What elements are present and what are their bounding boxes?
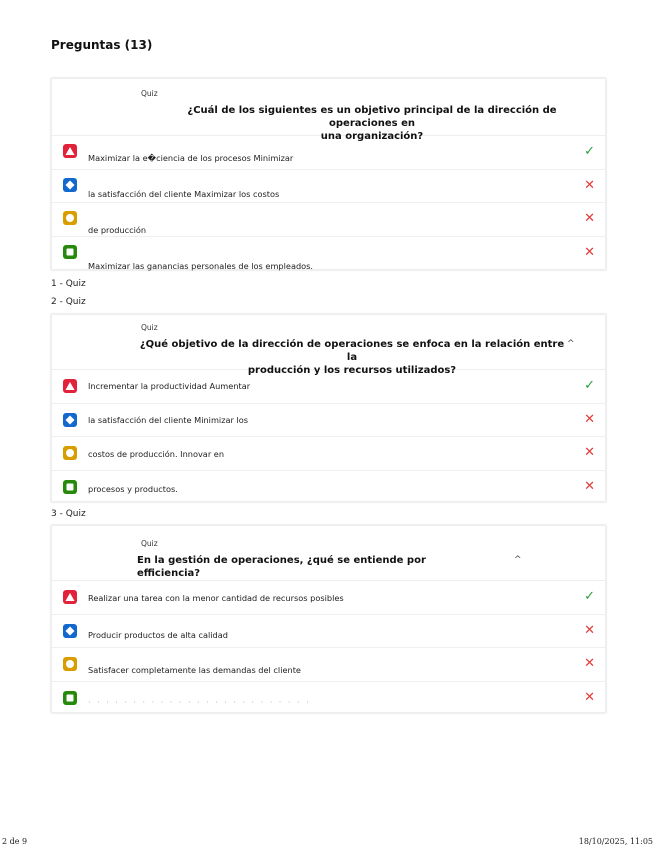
answer-text: la satisfacción del cliente Maximizar los costos — [88, 188, 280, 199]
question-line-2: una organización? — [320, 131, 424, 142]
answer-text: procesos y productos. — [88, 483, 178, 494]
answer-row — [52, 169, 605, 203]
answer-row — [52, 370, 605, 403]
triangle-icon — [63, 590, 77, 604]
page-number: 2 de 9 — [2, 837, 28, 846]
cut-off-text: · · · · · · · · · · · · · · · · · · · · · · · · · — [88, 697, 311, 707]
print-datetime: 18/10/2025, 11:05 — [578, 837, 653, 846]
question-card-1 — [51, 78, 606, 270]
question-line-1: ¿Qué objetivo de la dirección de operaciones se enfoca en la relación entre la — [139, 339, 565, 363]
answer-row — [52, 236, 605, 270]
diamond-icon — [63, 624, 77, 638]
answer-list — [52, 370, 605, 503]
answer-text: Incrementar la productividad Aumentar — [88, 381, 251, 391]
question-header — [52, 526, 605, 581]
circle-icon — [63, 211, 77, 225]
circle-icon — [63, 446, 77, 460]
cross-icon: ✕ — [584, 244, 595, 260]
triangle-icon — [63, 379, 77, 393]
question-text — [137, 554, 467, 580]
check-icon: ✓ — [584, 589, 595, 604]
answer-row — [52, 403, 605, 437]
question-header — [52, 315, 605, 376]
answer-row — [52, 681, 605, 715]
question-header — [52, 79, 605, 142]
diamond-icon — [63, 413, 77, 427]
cross-icon: ✕ — [584, 177, 595, 193]
answer-text: la satisfacción del cliente Minimizar los — [88, 414, 249, 425]
check-icon: ✓ — [584, 144, 595, 159]
question-line-1: ¿Cuál de los siguientes es un objetivo principal de la dirección de operaciones en — [187, 105, 557, 129]
answer-text: Producir productos de alta calidad — [88, 629, 228, 640]
diamond-icon — [63, 178, 77, 192]
cross-icon: ✕ — [584, 656, 595, 671]
question-card-3 — [51, 525, 606, 713]
cross-icon: ✕ — [584, 445, 595, 460]
answer-row — [52, 136, 605, 169]
cross-icon: ✕ — [584, 211, 595, 226]
answer-text: de producción — [88, 225, 147, 235]
answer-row — [52, 614, 605, 648]
question-label-3: 3 - Quiz — [51, 509, 86, 519]
question-card-2 — [51, 314, 606, 502]
answer-row — [52, 436, 605, 470]
answer-list — [52, 136, 605, 269]
quiz-tag: Quiz — [141, 539, 158, 548]
answer-text: Realizar una tarea con la menor cantidad de recursos posibles — [88, 593, 344, 603]
check-icon: ✓ — [584, 378, 595, 393]
cross-icon: ✕ — [584, 689, 595, 705]
cross-icon: ✕ — [584, 411, 595, 427]
chevron-up-icon[interactable]: ^ — [514, 555, 522, 565]
square-icon — [63, 480, 77, 494]
page-title: Preguntas (13) — [51, 38, 153, 52]
answer-row — [52, 581, 605, 614]
answer-text: costos de producción. Innovar en — [88, 449, 225, 459]
question-line-2: producción y los recursos utilizados? — [247, 365, 457, 376]
quiz-tag: Quiz — [141, 89, 158, 98]
answer-text: Satisfacer completamente las demandas del cliente — [88, 665, 301, 675]
answer-row — [52, 470, 605, 504]
question-label-1: 1 - Quiz — [51, 279, 86, 289]
question-label-2: 2 - Quiz — [51, 297, 86, 307]
question-line-1: En la gestión de operaciones, ¿qué se entiende por efficiencia? — [137, 555, 426, 579]
cross-icon: ✕ — [584, 478, 595, 494]
square-icon — [63, 245, 77, 259]
cross-icon: ✕ — [584, 622, 595, 638]
answer-list — [52, 581, 605, 714]
square-icon — [63, 691, 77, 705]
answer-text: Maximizar la e�ciencia de los procesos Minimizar — [88, 153, 294, 163]
circle-icon — [63, 657, 77, 671]
answer-text: Maximizar las ganancias personales de los empleados. — [88, 260, 314, 271]
quiz-tag: Quiz — [141, 323, 158, 332]
answer-row — [52, 647, 605, 681]
answer-row — [52, 202, 605, 236]
chevron-up-icon[interactable]: ^ — [567, 339, 575, 349]
triangle-icon — [63, 144, 77, 158]
